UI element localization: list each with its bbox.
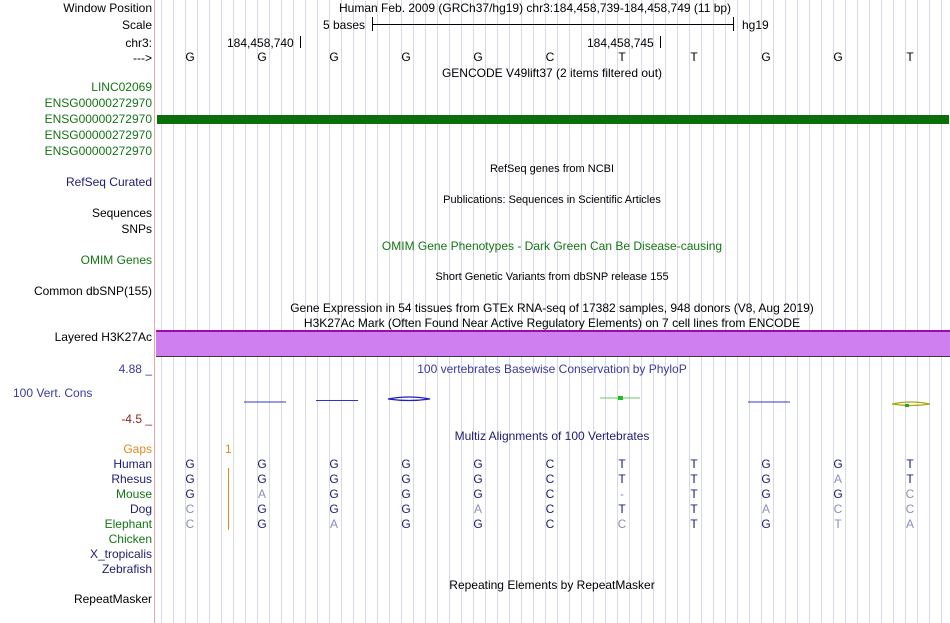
position-tick-745 [660,36,661,48]
gene-feature-ensg-2-exon[interactable] [157,115,949,124]
aligned-base-mismatch: C [905,487,915,501]
ref-base: T [690,50,698,64]
aligned-base: G [761,457,771,471]
h3k27ac-signal[interactable] [156,330,950,357]
scale-bar-right-tick [733,17,734,31]
aligned-base: G [401,487,411,501]
aligned-base: G [473,517,483,531]
phylop-bar [388,397,430,401]
cons-max-value: 4.88 _ [118,362,152,376]
chrom-label[interactable]: chr3: [125,36,152,50]
repeatmasker-track-title[interactable]: Repeating Elements by RepeatMasker [449,578,655,592]
gene-feature-ensg-3[interactable] [157,133,948,138]
aligned-base: G [329,502,339,516]
gene-label-ensg-3[interactable]: ENSG00000272970 [44,128,152,142]
aligned-base: G [185,457,195,471]
gene-label-ensg-4[interactable]: ENSG00000272970 [44,144,152,158]
grid-line [161,0,162,623]
aligned-base: G [329,457,339,471]
aligned-base: T [690,517,698,531]
gene-label-linc02069[interactable]: LINC02069 [91,80,152,94]
multiz-track-title[interactable]: Multiz Alignments of 100 Vertebrates [454,429,650,443]
aligned-base: G [257,517,267,531]
gene-feature-ensg-1[interactable] [157,101,948,106]
aligned-base: T [906,472,914,486]
omim-track-title[interactable]: OMIM Gene Phenotypes - Dark Green Can Be Disease-causing [381,239,723,253]
grid-line [221,0,222,623]
aligned-base: G [185,472,195,486]
aligned-base: T [618,457,626,471]
aligned-base: G [401,502,411,516]
ref-base: G [401,50,411,64]
grid-line [209,0,210,623]
scale-label[interactable]: Scale [121,18,152,32]
gencode-track-title[interactable]: GENCODE V49lift37 (2 items filtered out) [441,66,663,80]
phylop-track-title[interactable]: 100 vertebrates Basewise Conservation by PhyloP [417,362,687,376]
aligned-base: G [257,472,267,486]
aligned-base: T [906,457,914,471]
gene-feature-linc02069[interactable] [157,85,948,90]
scale-bar [372,24,733,25]
ref-base: C [545,50,555,64]
aligned-base: G [761,487,771,501]
grid-line [869,0,870,623]
species-label-chicken[interactable]: Chicken [108,532,152,546]
species-label-human[interactable]: Human [113,457,152,471]
aligned-base: C [545,487,555,501]
dbsnp-track-title[interactable]: Short Genetic Variants from dbSNP release 155 [435,271,669,283]
phylop-bar [892,402,930,406]
phylop-bar [905,404,909,407]
aligned-base: G [401,472,411,486]
aligned-base: G [257,457,267,471]
ref-base: G [185,50,195,64]
aligned-base-mismatch: A [329,517,338,531]
h3k27ac-track-title[interactable]: H3K27Ac Mark (Often Found Near Active Regulatory Elements) on 7 cell lines from ENCODE [303,316,801,330]
ref-base: G [473,50,483,64]
aligned-base: G [401,517,411,531]
gaps-value: 1 [225,442,232,456]
ref-base: G [761,50,771,64]
aligned-base: T [618,472,626,486]
grid-line [821,0,822,623]
grid-line [941,0,942,623]
species-label-dog[interactable]: Dog [129,502,152,516]
aligned-base-gap: - [620,487,624,501]
aligned-base-mismatch: C [833,502,843,516]
aligned-base: G [473,472,483,486]
publications-track-title[interactable]: Publications: Sequences in Scientific Articles [443,194,661,206]
ref-base: G [329,50,339,64]
strand-arrow-label[interactable]: ---> [133,51,152,65]
aligned-base: G [329,487,339,501]
track-label-column [0,0,155,623]
gaps-label[interactable]: Gaps [123,442,152,456]
aligned-base-mismatch: A [905,517,914,531]
species-label-mouse[interactable]: Mouse [115,487,152,501]
species-label-x-tropicalis[interactable]: X_tropicalis [89,547,152,561]
gene-feature-ensg-4[interactable] [157,149,948,154]
phylop-bar [618,396,623,400]
scale-bases-text: 5 bases [323,18,366,32]
sequences-label[interactable]: Sequences [91,206,152,220]
aligned-base: G [761,472,771,486]
aligned-base: T [618,502,626,516]
scale-db: hg19 [742,18,769,32]
aligned-base: G [833,457,843,471]
grid-line [857,0,858,623]
insertion-marker [228,468,229,530]
omim-genes-label[interactable]: OMIM Genes [80,253,152,267]
aligned-base: T [690,502,698,516]
position-label-740: 184,458,740 [227,36,294,50]
ref-base: G [257,50,267,64]
aligned-base: C [545,472,555,486]
cons-label[interactable]: 100 Vert. Cons [13,386,93,400]
position-tick-740 [300,36,301,48]
aligned-base: C [545,517,555,531]
aligned-base: C [545,502,555,516]
aligned-base-mismatch: A [761,502,770,516]
assembly-position: Human Feb. 2009 (GRCh37/hg19) chr3:184,458,739-184,458,749 (11 bp) [339,1,732,15]
aligned-base-mismatch: T [834,517,842,531]
grid-line [173,0,174,623]
grid-line [929,0,930,623]
aligned-base-mismatch: C [905,502,915,516]
position-label-745: 184,458,745 [587,36,654,50]
ref-base: T [618,50,626,64]
grid-line [893,0,894,623]
gene-label-ensg-2[interactable]: ENSG00000272970 [44,112,152,126]
ref-base: T [906,50,914,64]
aligned-base: G [761,517,771,531]
aligned-base: T [690,457,698,471]
phylop-conservation-plot[interactable] [155,390,950,410]
gtex-track-title[interactable]: Gene Expression in 54 tissues from GTEx RNA-seq of 17382 samples, 948 donors (V8, Aug 2019) [290,301,814,315]
aligned-base: G [833,487,843,501]
h3k27ac-label[interactable]: Layered H3K27Ac [54,330,152,344]
aligned-base: G [257,502,267,516]
species-label-rhesus[interactable]: Rhesus [111,472,152,486]
refseq-curated-label[interactable]: RefSeq Curated [65,175,152,189]
aligned-base: C [545,457,555,471]
aligned-base: T [690,472,698,486]
aligned-base: G [473,487,483,501]
repeatmasker-label[interactable]: RepeatMasker [73,592,152,606]
aligned-base: T [690,487,698,501]
grid-line [245,0,246,623]
aligned-base: G [473,457,483,471]
aligned-base-mismatch: C [185,502,195,516]
aligned-base-mismatch: C [617,517,627,531]
gene-label-ensg-1[interactable]: ENSG00000272970 [44,96,152,110]
aligned-base: G [185,487,195,501]
ref-base: G [833,50,843,64]
snps-label[interactable]: SNPs [121,222,152,236]
species-label-elephant[interactable]: Elephant [104,517,152,531]
refseq-track-title[interactable]: RefSeq genes from NCBI [489,163,615,175]
grid-line [233,0,234,623]
species-label-zebrafish[interactable]: Zebrafish [101,562,152,576]
window-position-label[interactable]: Window Position [63,1,152,15]
aligned-base-mismatch: A [833,472,842,486]
aligned-base: G [329,472,339,486]
aligned-base-mismatch: C [185,517,195,531]
grid-line [281,0,282,623]
aligned-base: G [401,457,411,471]
cons-min-value: -4.5 _ [121,412,152,426]
aligned-base-mismatch: A [473,502,482,516]
grid-line [881,0,882,623]
aligned-base-mismatch: A [257,487,266,501]
dbsnp-label[interactable]: Common dbSNP(155) [33,284,152,298]
